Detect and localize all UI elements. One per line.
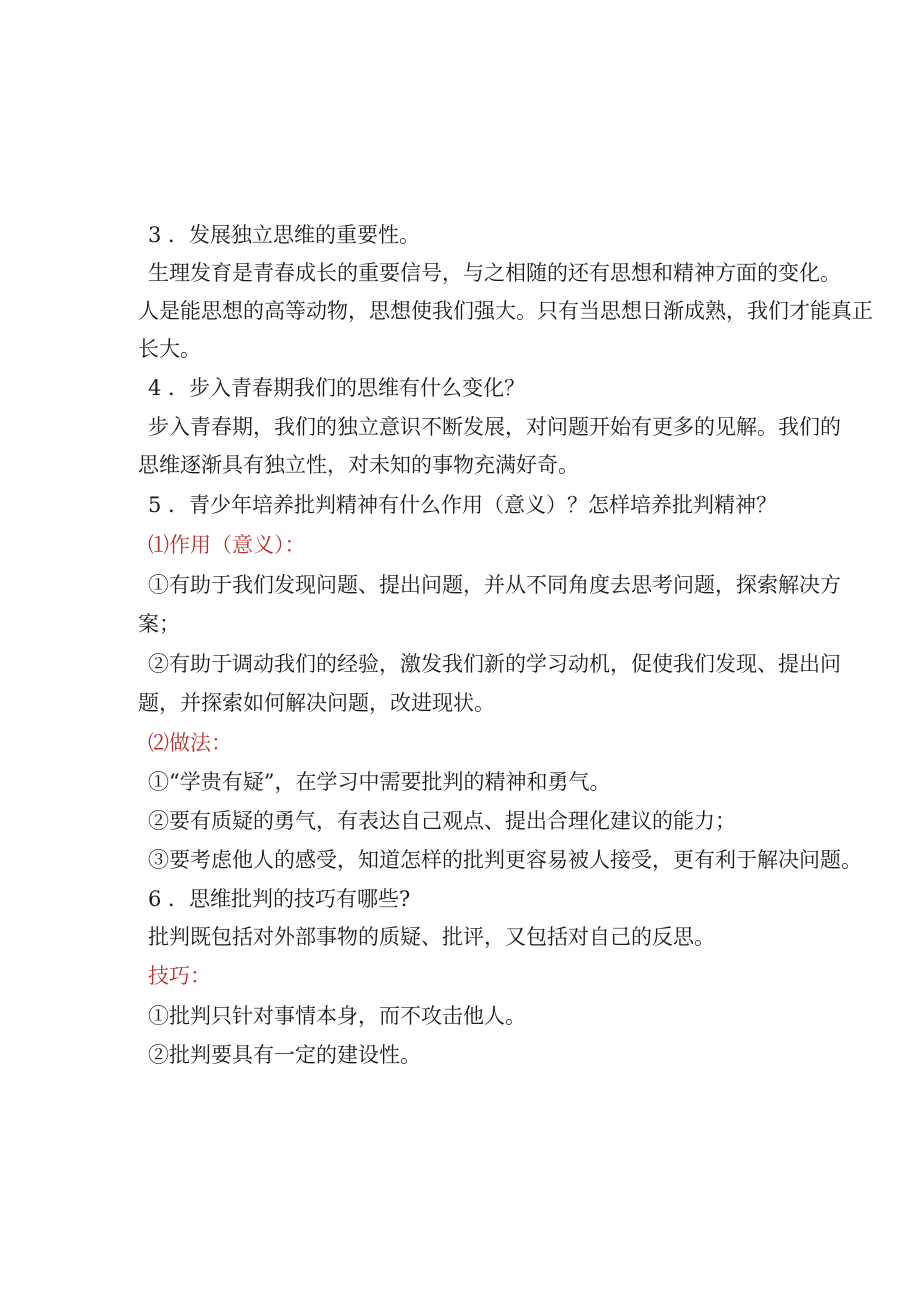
question-6-heading: 6 ．思维批判的技巧有哪些? bbox=[148, 887, 411, 911]
question-5-heading: 5 ．青少年培养批判精神有什么作用（意义）？怎样培养批判精神？ bbox=[148, 493, 778, 517]
question-5-purpose-item-2-line-2: 题，并探索如何解决问题，改进现状。 bbox=[138, 691, 495, 715]
question-5-purpose-item-1-line-2: 案； bbox=[138, 612, 180, 636]
question-4-answer-line-2: 思维逐渐具有独立性，对未知的事物充满好奇。 bbox=[138, 453, 579, 477]
question-5-method-item-2: ②要有质疑的勇气，有表达自己观点、提出合理化建议的能力； bbox=[148, 809, 736, 833]
question-6-tip-2: ②批判要具有一定的建设性。 bbox=[148, 1043, 421, 1067]
question-5-method-label: ⑵做法： bbox=[148, 731, 232, 755]
question-4-heading: 4 ．步入青春期我们的思维有什么变化？ bbox=[148, 376, 526, 400]
question-3-answer-line-2: 人是能思想的高等动物，思想使我们强大。只有当思想日渐成熟，我们才能真正 bbox=[138, 299, 873, 323]
question-5-purpose-item-1-line-1: ①有助于我们发现问题、提出问题，并从不同角度去思考问题，探索解决方 bbox=[148, 573, 841, 597]
question-5-purpose-item-2-line-1: ②有助于调动我们的经验，激发我们新的学习动机，促使我们发现、提出问 bbox=[148, 652, 841, 676]
question-5-method-item-1: ①“学贵有疑”，在学习中需要批判的精神和勇气。 bbox=[148, 770, 611, 794]
question-4-answer-line-1: 步入青春期，我们的独立意识不断发展，对问题开始有更多的见解。我们的 bbox=[148, 415, 841, 439]
question-6-tips-label: 技巧： bbox=[148, 964, 211, 988]
question-3-heading: 3 ．发展独立思维的重要性。 bbox=[148, 223, 421, 247]
question-3-answer-line-3: 长大。 bbox=[138, 337, 201, 361]
question-6-tip-1: ①批判只针对事情本身，而不攻击他人。 bbox=[148, 1004, 526, 1028]
question-6-answer: 批判既包括对外部事物的质疑、批评，又包括对自己的反思。 bbox=[148, 925, 715, 949]
question-5-method-item-3: ③要考虑他人的感受，知道怎样的批判更容易被人接受，更有利于解决问题。 bbox=[148, 848, 862, 872]
question-3-answer-line-1: 生理发育是青春成长的重要信号，与之相随的还有思想和精神方面的变化。 bbox=[148, 261, 841, 285]
question-5-purpose-label: ⑴作用（意义）： bbox=[148, 533, 306, 557]
